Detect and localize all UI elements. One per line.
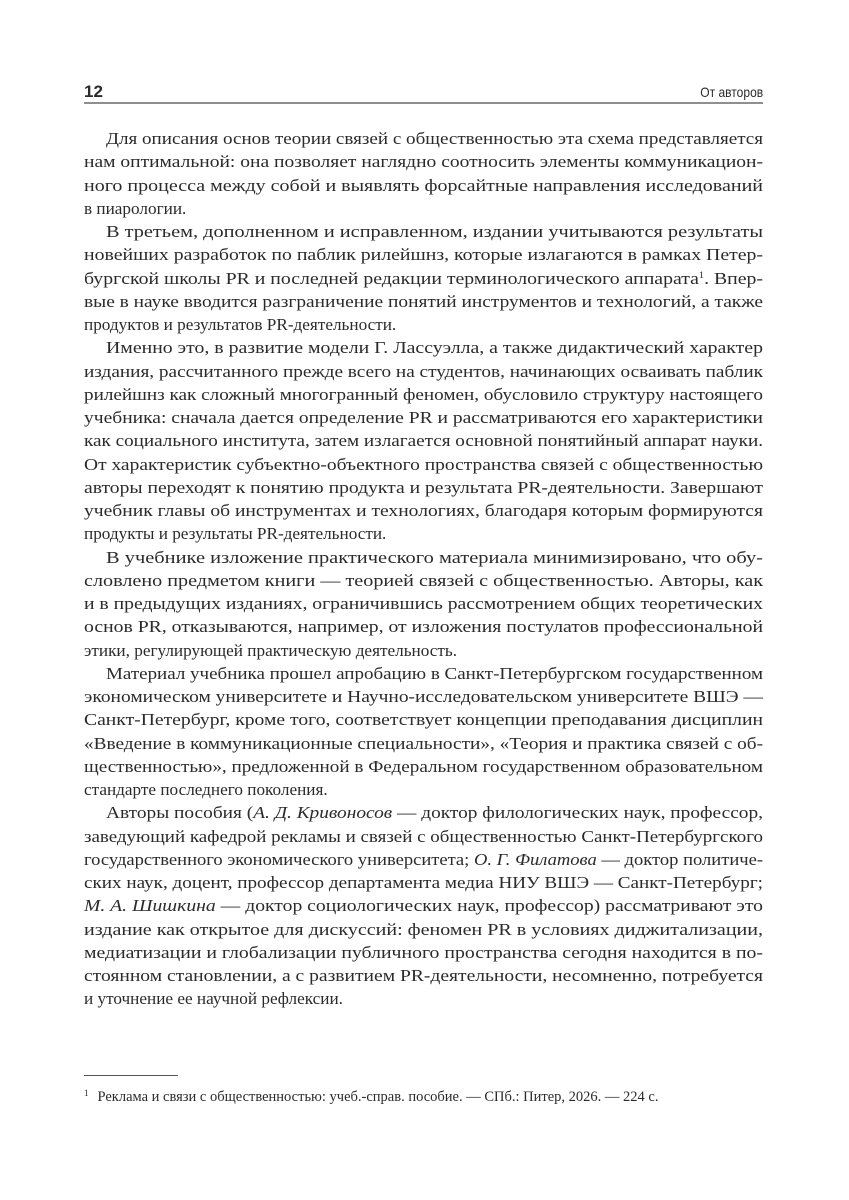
text-line: экономическом университете и Научно-исследовательском университете ВШЭ — — [84, 687, 763, 706]
paragraph-5 — [84, 662, 763, 802]
text-line: словлено предметом книги — теорией связей с общественностью. Авторы, как — [84, 570, 763, 590]
text-segment: государственного экономического университета; — [84, 849, 474, 869]
text-segment: бургской школы PR и последней редакции терминологического аппарата — [84, 268, 699, 288]
text-line: вые в науке вводится разграничение понятий инструментов и технологий, а также — [84, 291, 763, 311]
footnote-mark: 1 — [84, 1088, 89, 1098]
body-text — [84, 127, 763, 1011]
author-name: О. Г. Филатова — [473, 849, 597, 869]
text-line: издания, рассчитанного прежде всего на студентов, начинающих осваивать паблик — [84, 361, 763, 381]
text-line: ских наук, доцент, профессор департамента медиа НИУ ВШЭ — Санкт-Петербург; — [84, 873, 763, 892]
text-line: нам оптимальной: она позволяет наглядно соотносить элементы коммуникацион- — [84, 152, 763, 172]
text-line: стоянном становлении, а с развитием PR-деятельности, несомненно, потребуется — [84, 966, 763, 985]
text-line: как социального института, затем излагается основной понятийный аппарат науки. — [84, 431, 763, 451]
running-title: От авторов — [700, 84, 763, 100]
text-line: ного процесса между собой и выявлять форсайтные направления исследований — [84, 175, 763, 195]
text-line: авторы переходят к понятию продукта и результата PR-деятельности. Завершают — [84, 477, 763, 497]
text-segment: . Впер- — [704, 268, 763, 288]
footnote-rule — [84, 1075, 178, 1076]
author-name: М. А. Шишкина — [84, 896, 216, 916]
text-line: и в предыдущих изданиях, ограничившись рассмотрением общих теоретических — [84, 594, 763, 613]
text-line: новейших разработок по паблик рилейшнз, которые излагаются в рамках Петер- — [84, 245, 763, 265]
text-line: продукты и результаты PR-деятельности. — [84, 524, 387, 544]
text-line — [84, 801, 763, 824]
paragraph-4 — [84, 546, 763, 662]
page-number: 12 — [84, 82, 103, 101]
text-segment: — доктор политиче- — [596, 849, 763, 869]
footnote-reference[interactable]: 1 — [698, 269, 705, 280]
footnote-text: Реклама и связи с общественностью: учеб.-справ. пособие. — СПб.: Питер, 2026. — 224 с. — [97, 1089, 659, 1105]
text-line: Для описания основ теории связей с общественностью эта схема представляется — [106, 129, 763, 148]
text-line — [84, 894, 763, 917]
header-rule — [84, 102, 763, 104]
text-segment: Авторы пособия ( — [106, 803, 254, 823]
text-line: основ PR, отказываются, например, от изложения постулатов профессиональной — [84, 617, 763, 637]
text-line: в пиарологии. — [84, 198, 187, 218]
text-line: «Введение в коммуникационные специальности», «Теория и практика связей с об- — [84, 733, 763, 753]
text-line: медиатизации и глобализации публичного пространства сегодня находится в по- — [84, 942, 763, 962]
text-line: В третьем, дополненном и исправленном, издании учитываются результаты — [106, 222, 763, 241]
text-line: Санкт-Петербург, кроме того, соответствует концепции преподавания дисциплин — [84, 710, 763, 730]
text-line: В учебнике изложение практического материала минимизировано, что обу- — [106, 547, 763, 567]
text-line: щественностью», предложенной в Федеральном государственном образовательном — [84, 756, 763, 776]
text-line: и уточнение ее научной рефлексии. — [84, 989, 343, 1009]
paragraph-1 — [84, 127, 763, 220]
text-line: Материал учебника прошел апробацию в Санкт-Петербургском государственном — [106, 663, 763, 683]
paragraph-3 — [84, 336, 763, 545]
text-line: издание как открытое для дискуссий: феномен PR в условиях диджитализации, — [84, 919, 763, 939]
text-line: стандарте последнего поколения. — [84, 780, 328, 799]
author-name: А. Д. Кривоносов — [253, 803, 393, 823]
text-line: Именно это, в развитие модели Г. Лассуэлла, а также дидактический характер — [106, 338, 763, 358]
text-line: учебник главы об инструментах и технологиях, благодаря которым формируются — [84, 501, 763, 520]
text-line: этики, регулирующей практическую деятельность. — [84, 640, 458, 660]
text-line: продуктов и результатов PR-деятельности. — [84, 315, 397, 334]
text-segment: — доктор социологических наук, профессор) рассматривают это — [215, 896, 763, 916]
text-line: От характеристик субъектно-объектного пространства связей с общественностью — [84, 454, 763, 474]
footnote — [84, 1083, 774, 1107]
paragraph-2 — [84, 220, 763, 336]
text-line: заведующий кафедрой рекламы и связей с общественностью Санкт-Петербургского — [84, 826, 763, 846]
text-segment: — доктор филологических наук, профессор, — [392, 803, 763, 823]
text-line: учебника: сначала дается определение PR и рассматриваются его характеристики — [84, 408, 763, 427]
paragraph-6 — [84, 801, 763, 1010]
text-line — [84, 848, 763, 871]
text-line: рилейшнз как сложный многогранный феномен, обусловило структуру настоящего — [84, 384, 763, 404]
page-header — [84, 76, 763, 102]
text-line — [84, 267, 763, 290]
